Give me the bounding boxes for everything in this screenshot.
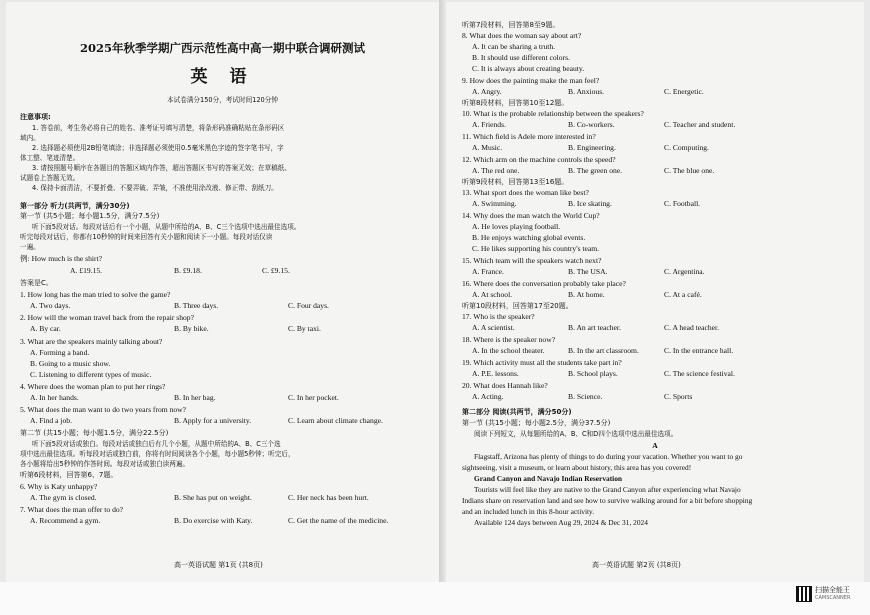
exam-title: 2025年秋季学期广西示范性高中高一期中联合调研测试 [79,41,365,55]
availability-text: Available 124 days between Aug 29, 2024 & Dec 31, 2024 [474,518,648,527]
option-a: A. He loves playing football. [472,222,561,231]
option-c: C. Learn about climate change. [288,416,383,425]
material-instruction: 听第10段材料，回答第17至20题。 [462,302,573,310]
option-c: C. Energetic. [664,87,704,96]
scanner-bar [0,582,870,615]
example-answer: 答案是C。 [20,279,53,287]
question: 3. What are the speakers mainly talking about? [20,337,163,346]
question: 13. What sport does the woman like best? [462,188,589,197]
option-c: C. Football. [664,199,701,208]
option-c: C. At a café. [664,290,702,299]
option-a: A. Swimming. [472,199,517,208]
option-a: A. By car. [30,324,61,333]
option-b: B. She has put on weight. [174,493,252,502]
passage-line: and an included lunch in this 8-hour activity. [462,507,595,516]
exam-page-1 [6,2,439,582]
option-b: B. It should use different colors. [472,53,570,62]
passage-line: Tourists will feel like they are native to the Grand Canyon after experiencing what Navajo [474,485,741,494]
option-b: B. Three days. [174,301,219,310]
material-instruction: 听第8段材料，回答第10至12题。 [462,99,569,107]
option-a: A. At school. [472,290,513,299]
option-a: A. Forming a band. [30,348,90,357]
option-b: B. An art teacher. [568,323,621,332]
question: 10. What is the probable relationship between the speakers? [462,109,644,118]
question: 16. Where does the conversation probably take place? [462,279,626,288]
question: 9. How does the painting make the man feel? [462,76,600,85]
option-b: B. By bike. [174,324,209,333]
section1-intro: 听下面5段对话。每段对话后有一个小题，从题中所给的A、B、C三个选项中选出最佳选项。 [32,223,301,231]
option-c: C. Four days. [288,301,329,310]
scanner-brand: 扫描全能王 [815,586,850,594]
page-footer: 高一英语试题 第1页 (共8页) [174,561,263,569]
option-a: A. P.E. lessons. [472,369,519,378]
option-c: C. Her neck has been hurt. [288,493,369,502]
material-instruction: 听第9段材料，回答第13至16题。 [462,178,569,186]
exam-page-2 [446,2,864,582]
question: 11. Which field is Adele more interested in? [462,132,596,141]
question: 19. Which activity must all the students take part in? [462,358,622,367]
option-a: A. Music. [472,143,503,152]
option-a: A. In her hands. [30,393,79,402]
option-b: B. Science. [568,392,603,401]
option-c: C. A head teacher. [664,323,720,332]
option-c: C. Sports [664,392,693,401]
notice-line: 体工整、笔迹清楚。 [20,154,80,162]
option-a: A. Two days. [30,301,71,310]
option-b: B. Ice skating. [568,199,612,208]
question: 4. Where does the woman plan to put her rings? [20,382,166,391]
qr-code-icon [796,586,812,602]
option-c: C. Argentina. [664,267,705,276]
scanner-brand-sub: CAMSCANNER [815,595,851,601]
example-question: 例: How much is the shirt? [20,254,103,263]
option-b: B. In the art classroom. [568,346,639,355]
part2-intro: 阅读下列短文，从每题所给的A、B、C和D四个选项中选出最佳选项。 [474,430,678,438]
notice-line: 域内。 [20,134,40,142]
option-b: B. Engineering. [568,143,616,152]
option-a: A. A scientist. [472,323,515,332]
section2-intro: 各小题将给出5秒钟的作答时间。每段对话或独白读两遍。 [20,460,190,468]
option-b: B. Anxious. [568,87,605,96]
material-instruction: 听第6段材料，回答第6、7题。 [20,471,118,479]
option-b: B. Going to a music show. [30,359,111,368]
question: 20. What does Hannah like? [462,381,548,390]
option-a: A. The red one. [472,166,520,175]
option-c: C. By taxi. [288,324,321,333]
option-c: C. Get the name of the medicine. [288,516,389,525]
option-c: C. It is always about creating beauty. [472,64,585,73]
option-a: A. Angry. [472,87,502,96]
passage-line: sightseeing, visit a museum, or learn about history, this area has you covered! [462,463,692,472]
example-option: B. £9.18. [174,266,202,275]
notice-line: 2. 选择题必须使用2B铅笔填涂；非选择题必须使用0.5毫米黑色字迹的签字笔书写，字 [32,144,284,152]
example-option: C. £9.15. [262,266,290,275]
part1-heading: 第一部分 听力(共两节，满分30分) [20,202,130,210]
option-c: C. Computing. [664,143,709,152]
option-b: B. The green one. [568,166,623,175]
option-c: C. Listening to different types of music. [30,370,152,379]
question: 2. How will the woman travel back from the repair shop? [20,313,194,322]
question: 5. What does the man want to do two years from now? [20,405,187,414]
notice-line: 4. 保持卡面清洁，不要折叠、不要弄破、弄皱，不准使用涂改液、修正带、刮纸刀。 [32,184,278,192]
material-instruction: 听第7段材料，回答第8至9题。 [462,21,560,29]
question: 6. Why is Katy unhappy? [20,482,98,491]
option-b: B. School plays. [568,369,618,378]
question: 17. Who is the speaker? [462,312,535,321]
exam-meta: 本试卷满分150分，考试时间120分钟 [167,96,278,104]
option-c: C. Teacher and student. [664,120,736,129]
section1-intro: 听完每段对话后，你都有10秒钟的时间来回答有关小题和阅读下一小题。每段对话仅读 [20,233,273,241]
option-a: A. The gym is closed. [30,493,97,502]
passage-line: Indians share on reservation land and see how to survive walking around for a bit before shopping [462,496,753,505]
section2-heading: 第二节 (共15小题；每小题1.5分，满分22.5分) [20,429,169,437]
notice-heading: 注意事项: [20,113,51,121]
option-c: C. The science festival. [664,369,735,378]
option-b: B. He enjoys watching global events. [472,233,586,242]
section2-intro: 项中选出最佳选项。听每段对话或独白前，你将有时间阅读各个小题，每小题5秒钟；听完后， [20,450,295,458]
question: 8. What does the woman say about art? [462,31,582,40]
question: 12. Which arm on the machine controls the speed? [462,155,616,164]
option-c: C. The blue one. [664,166,715,175]
option-b: B. At home. [568,290,605,299]
page-gutter [439,0,446,582]
option-b: B. In her bag. [174,393,216,402]
subject-title: 英 语 [190,67,255,87]
option-a: A. It can be sharing a truth. [472,42,556,51]
question: 14. Why does the man watch the World Cup? [462,211,600,220]
option-c: C. In the entrance hall. [664,346,734,355]
section2-intro: 听下面5段对话或独白。每段对话或独白后有几个小题，从题中所给的A、B、C三个选 [32,440,281,448]
notice-line: 3. 请按照题号顺序在各题目的答题区域内作答，超出答题区书写的答案无效；在草稿纸、 [32,164,291,172]
example-option: A. £19.15. [70,266,103,275]
option-a: A. Friends. [472,120,506,129]
option-a: A. France. [472,267,504,276]
option-a: A. In the school theater. [472,346,545,355]
option-b: B. The USA. [568,267,608,276]
option-b: B. Co-workers. [568,120,615,129]
passage-label: A [652,441,658,450]
passage-line: Flagstaff, Arizona has plenty of things to do during your vacation. Whether you want to go [474,452,743,461]
notice-line: 试题卷上答题无效。 [20,174,80,182]
part2-heading: 第二部分 阅读(共两节，满分50分) [462,408,572,416]
question: 1. How long has the man tried to solve the game? [20,290,171,299]
part2-section1-heading: 第一节 (共15小题；每小题2.5分，满分37.5分) [462,419,611,427]
option-a: A. Acting. [472,392,504,401]
option-c: C. He likes supporting his country's team. [472,244,600,253]
option-a: A. Recommend a gym. [30,516,101,525]
notice-line: 1. 答卷前，考生务必将自己的姓名、准考证号填写清楚，将条形码准确粘贴在条形码区 [32,124,285,132]
option-c: C. In her pocket. [288,393,339,402]
question: 15. Which team will the speakers watch next? [462,256,602,265]
question: 18. Where is the speaker now? [462,335,556,344]
passage-subheading: Grand Canyon and Navajo Indian Reservation [474,474,623,483]
option-b: B. Do exercise with Katy. [174,516,253,525]
option-b: B. Apply for a university. [174,416,252,425]
page-footer: 高一英语试题 第2页 (共8页) [592,561,681,569]
question: 7. What does the man offer to do? [20,505,124,514]
option-a: A. Find a job. [30,416,72,425]
section1-heading: 第一节 (共5小题；每小题1.5分，满分7.5分) [20,212,160,220]
section1-intro: 一遍。 [20,243,40,251]
